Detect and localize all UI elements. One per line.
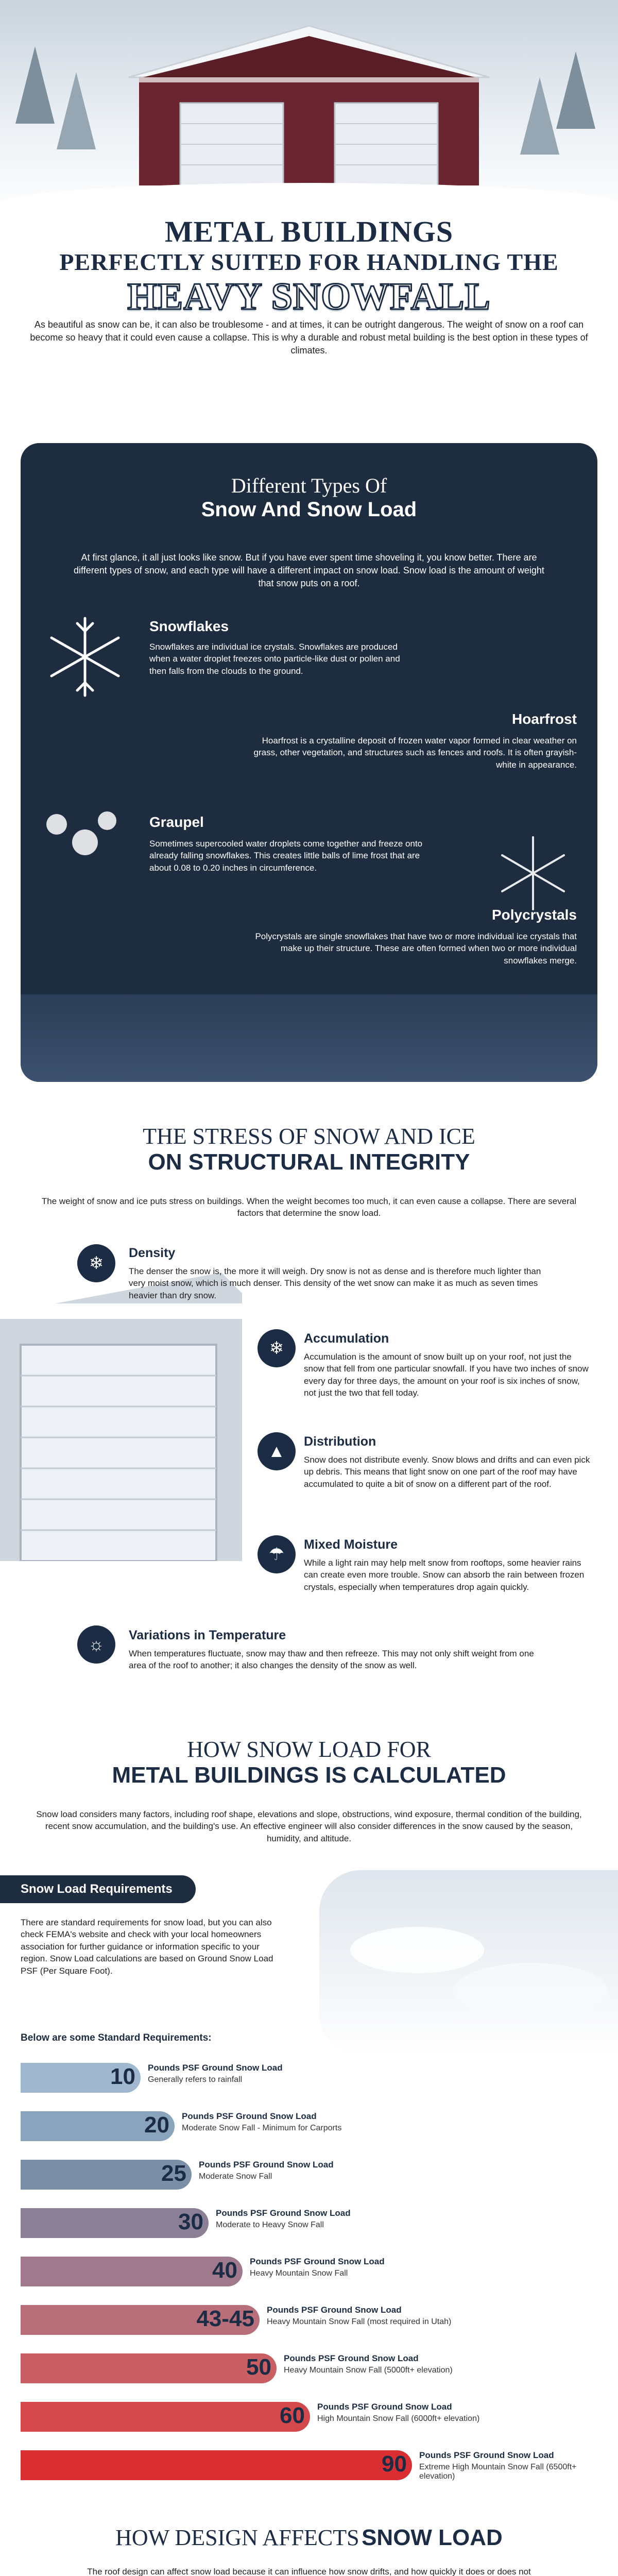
temperature-title: Variations in Temperature (129, 1628, 286, 1642)
types-heading-2: Snow And Snow Load (201, 498, 417, 521)
page-title (0, 216, 618, 318)
chart-bar-value-label: 43-45 (196, 2306, 254, 2331)
calc-heading-1: HOW SNOW LOAD FOR (187, 1737, 431, 1762)
accumulation-text: Accumulation is the amount of snow built up on your roof, not just the snow that fell from one particular snowfall. If you have two inches of snow every day for three days, the amount on your roof is six inches of snow, not just the two that fell today. (304, 1352, 589, 1398)
pine-tree-right-2 (520, 77, 559, 155)
hoarfrost-text: Hoarfrost is a crystalline deposit of frozen water vapor formed in clear weather on grass, other vegetation, and structures such as fences and roofs. It is often grayish-white in appearance. (253, 736, 577, 770)
chart-bar-category-label: Moderate Snow Fall - Minimum for Carports (182, 2124, 342, 2132)
title-line-1: METAL BUILDINGS (164, 215, 454, 248)
mixed-moisture-text: While a light rain may help melt snow from rooftops, some heavier rains can create even more trouble. Snow can absorb the rain between frozen crystals, especially when temperatures drop again quickly. (304, 1558, 585, 1592)
chart-bar-unit-label: Pounds PSF Ground Snow Load (284, 2353, 419, 2363)
chart-bar-category-label: Moderate Snow Fall (199, 2172, 272, 2181)
stress-heading-2: ON STRUCTURAL INTEGRITY (148, 1149, 470, 1175)
pine-tree-right (556, 52, 595, 129)
distribution-text: Snow does not distribute evenly. Snow blows and drifts and can even pick up debris. This means that light snow on one part of the roof may have accumulated to quite a bit of snow on a different part of the roof. (304, 1455, 590, 1489)
graupel-text: Sometimes supercooled water droplets come together and freeze onto already falling snowflakes. This creates little balls of lime frost that are about 0.08 to 0.20 inches in circumference. (149, 839, 423, 873)
graupel-image (41, 804, 124, 866)
chart-bar-value-label: 20 (144, 2112, 169, 2138)
snowy-ground-banner (21, 994, 597, 1082)
pine-tree-left (15, 46, 55, 124)
polycrystals-title: Polycrystals (492, 907, 577, 923)
chart-bar-value-label: 10 (110, 2064, 135, 2089)
types-intro: At first glance, it all just looks like snow. But if you have ever spent time shoveling it, you know better. There are different types of snow, and each type will have a different impact on snow load. Snow load is the amount of weight that snow puts on a roof. (74, 552, 544, 588)
stress-heading (0, 1123, 618, 1175)
design-heading (0, 2524, 618, 2551)
distribution-title: Distribution (304, 1434, 376, 1449)
chart-bar-category-label: Generally refers to rainfall (148, 2075, 243, 2084)
accumulation-icon: ❄ (258, 1329, 296, 1367)
calc-heading (0, 1736, 618, 1788)
polycrystals-text: Polycrystals are single snowflakes that have two or more individual ice crystals that make up their structure. These are often formed when two or more individual snowflakes merge. (255, 931, 577, 965)
pine-tree-left-2 (57, 72, 96, 149)
title-line-3: HEAVY SNOWFALL (127, 276, 491, 318)
requirements-text: There are standard requirements for snow load, but you can also check FEMA's website and check with your local homeowners association for further guidance or information specific to your region. Snow Load calculations are based on Ground Snow Load PSF (Per Square Foot). (21, 1918, 273, 1976)
chart-bar-unit-label: Pounds PSF Ground Snow Load (148, 2063, 283, 2073)
snowflakes-title: Snowflakes (149, 618, 229, 634)
types-heading-1: Different Types Of (231, 474, 387, 497)
chart-bar-value-label: 25 (161, 2161, 186, 2186)
mixed-moisture-icon: ☂ (258, 1535, 296, 1573)
chart-bar-unit-label: Pounds PSF Ground Snow Load (317, 2402, 452, 2412)
mixed-moisture-title: Mixed Moisture (304, 1537, 398, 1552)
polycrystal-icon (489, 829, 577, 917)
chart-bar-value-label: 90 (382, 2451, 407, 2477)
chart-bar-category-label: Moderate to Heavy Snow Fall (216, 2221, 324, 2229)
distribution-icon: ▲ (258, 1432, 296, 1470)
chart-bar-value-label: 60 (280, 2403, 305, 2428)
density-text: The denser the snow is, the more it will weigh. Dry snow is not as dense and is therefore much lighter than very moist snow, which is much denser. This density of the wet snow can make it as much as seven times heavier than dry snow. (129, 1266, 541, 1300)
chart-bar-category-label: Heavy Mountain Snow Fall (5000ft+ elevation) (284, 2366, 453, 2375)
chart-bar-category-label: Heavy Mountain Snow Fall (most required in Utah) (267, 2317, 452, 2326)
stress-intro: The weight of snow and ice puts stress on buildings. When the weight becomes too much, it can even cause a collapse. There are several factors that determine the snow load. (41, 1196, 577, 1218)
chart-bar-unit-label: Pounds PSF Ground Snow Load (267, 2305, 402, 2315)
requirements-tab (0, 1875, 196, 1903)
density-title: Density (129, 1246, 176, 1260)
metal-garage-illustration (118, 21, 500, 191)
snow-covered-roof-image (319, 1870, 618, 2056)
chart-bar-unit-label: Pounds PSF Ground Snow Load (182, 2111, 317, 2121)
chart-bar-value-label: 30 (178, 2209, 203, 2234)
chart-bar-value-label: 40 (212, 2258, 237, 2283)
calc-intro: Snow load considers many factors, including roof shape, elevations and slope, obstructions, wind exposure, thermal condition of the building, recent snow accumulation, and the building's use. An effective engineer will also consider differences in the snow caused by the season, humidity, and altitude. (36, 1809, 582, 1843)
temperature-text: When temperatures fluctuate, snow may thaw and then refreeze. This may not only shift weight from one area of the roof to another; it also changes the density of the snow as well. (129, 1649, 534, 1671)
chart-bar-unit-label: Pounds PSF Ground Snow Load (216, 2208, 351, 2218)
density-icon: ❄ (77, 1244, 115, 1282)
chart-bar-unit-label: Pounds PSF Ground Snow Load (199, 2160, 334, 2170)
design-heading-1: HOW DESIGN AFFECTS (115, 2525, 359, 2550)
chart-bar-unit-label: Pounds PSF Ground Snow Load (419, 2450, 554, 2460)
title-line-2: PERFECTLY SUITED FOR HANDLING THE (59, 248, 559, 275)
below-requirements-label: Below are some Standard Requirements: (21, 2032, 212, 2043)
accumulation-title: Accumulation (304, 1331, 389, 1346)
chart-bar-value-label: 50 (246, 2354, 271, 2380)
snow-load-chart (0, 2056, 618, 2509)
intro-paragraph: As beautiful as snow can be, it can also be troublesome - and at times, it can be outright dangerous. The weight of snow on a roof can become so heavy that it could even cause a collapse. This is why a durable and robust metal building is the best option in these types of climates. (30, 319, 588, 355)
stress-heading-1: THE STRESS OF SNOW AND ICE (143, 1124, 475, 1149)
chart-bar-unit-label: Pounds PSF Ground Snow Load (250, 2257, 385, 2266)
snowflake-icon (41, 613, 129, 701)
building-corner-illustration (0, 1273, 242, 1561)
hoarfrost-title: Hoarfrost (511, 711, 577, 727)
design-intro: The roof design can affect snow load because it can influence how snow drifts, and how quickly it does or does not (87, 2567, 531, 2576)
chart-bar-category-label: Heavy Mountain Snow Fall (250, 2269, 348, 2278)
design-heading-2: SNOW LOAD (362, 2525, 503, 2550)
chart-bar-category-label: High Mountain Snow Fall (6000ft+ elevation) (317, 2414, 480, 2423)
requirements-tab-label: Snow Load Requirements (21, 1882, 173, 1896)
calc-heading-2: METAL BUILDINGS IS CALCULATED (112, 1762, 506, 1788)
chart-bar-category-label: Extreme High Mountain Snow Fall (6500ft+ elevation) (419, 2463, 577, 2481)
hero-image (0, 0, 618, 222)
snowflakes-text: Snowflakes are individual ice crystals. Snowflakes are produced when a water droplet freezes onto particle-like dust or pollen and then falls from the clouds to the ground. (149, 642, 400, 676)
temperature-icon: ☼ (77, 1625, 115, 1664)
graupel-title: Graupel (149, 814, 204, 830)
snow-types-section (21, 443, 597, 1082)
